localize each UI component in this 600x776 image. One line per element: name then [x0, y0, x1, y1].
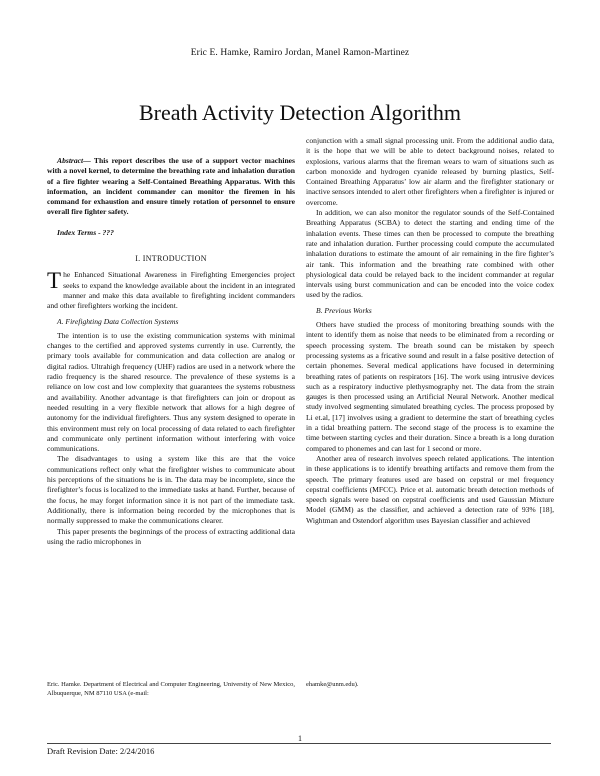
- drop-cap: T: [47, 268, 62, 294]
- abstract-text: — This report describes the use of a support vector machines with a novel kernel, to determine the breathing rate and inhalation duration of a fire fighter wearing a Self-Contained Breathing Apparatus. With this information, an incident commander can monitor the firemen in his command for exhaustion and ensure timely rotation of personnel to ensure overall fire fighter safety.: [47, 156, 295, 217]
- paragraph: This paper presents the beginnings of the process of extracting additional data using the radio microphones in: [47, 526, 295, 546]
- author-footnote-email: ehamke@unm.edu).: [306, 681, 359, 688]
- footer-divider: [47, 743, 551, 744]
- paragraph-continued: conjunction with a small signal processing unit. From the additional audio data, it is the hope that we will be able to detect background noises, related to explosions, various alarms that the fireman wears to warn of situations such as carbon monoxide and hydrogen cyanide released by burning plastics, Self-Contained Breathing Apparatus’ low air alarm and the firefighter stationary or inactive sensors intended to alert other firefighters when a firefighter is injured or overcome.: [306, 136, 554, 207]
- section-heading-introduction: I. INTRODUCTION: [135, 254, 207, 264]
- abstract: [47, 156, 295, 218]
- paper-title: Breath Activity Detection Algorithm: [139, 100, 461, 125]
- right-column: [306, 136, 554, 526]
- page-number: 1: [298, 734, 302, 743]
- index-terms: Index Terms - ???: [57, 227, 114, 237]
- author-list: Eric E. Hamke, Ramiro Jordan, Manel Ramon-Martinez: [190, 48, 410, 58]
- intro-paragraph: [47, 270, 295, 311]
- author-footnote: Eric. Hamke. Department of Electrical and Computer Engineering, University of New Mexico, Albuquerque, NM 87110 USA (e-mail:: [47, 681, 295, 697]
- intro-text: he Enhanced Situational Awareness in Firefighting Emergencies project seeks to expand the knowledge available about the incident in an integrated manner and make this data available to firefighting incident commanders and other firefighters working the incident.: [47, 270, 295, 311]
- subsection-heading-data-collection: A. Firefighting Data Collection Systems: [57, 316, 179, 326]
- subsection-heading-previous-works: B. Previous Works: [316, 305, 372, 315]
- paragraph: Another area of research involves speech related applications. The intention in these applications is to identify breathing artifacts and remove them from the speech. The primary features used are based on cepstral or mel frequency cepstral coefficients (MFCC). Price et al. automatic breath detection methods of speech signals were based on cepstral coefficients and used Gaussian Mixture Model (GMM) as the classifier, and achieved a detection rate of 93% [18], Wightman and Ostendorf algorithm uses Bayesian classifier and achieved: [306, 453, 554, 525]
- paragraph: In addition, we can also monitor the regulator sounds of the Self-Contained Breathing Apparatus (SCBA) to detect the starting and ending time of the inhalation events. These times can then be processed to compute the breathing rate and inhalation duration. Further processing could compute the accumulated inhalation durations to estimate the amount of air remaining in the fire fighter’s air tank. This information and the breathing rate combined with other physiological data could be relayed back to the incident commander at regular intervals using burst communication and can be encoded into the voice codex used by the radios.: [306, 208, 554, 300]
- abstract-label: Abstract: [57, 156, 84, 165]
- left-column: [47, 156, 295, 547]
- draft-revision-date: Draft Revision Date: 2/24/2016: [47, 746, 155, 756]
- paragraph: The intention is to use the existing communication systems with minimal changes to the certified and approved systems currently in use. Currently, the primary tools available for communication and data collection are analog or digital radios. Ultrahigh frequency (UHF) radios are used in a network where the radio frequency is the shared resource. The prevalence of these systems is a reliance on low cost and low complexity that guarantees the systems robustness and availability. Another advantage is that firefighters can join or dropout as needed resulting in a very flexible network that allows for a high degree of autonomy for the individual firefighters. Thus any system designed to operate in this environment must rely on local processing of data related to each firefighter and communicate only pertinent information without interfering with voice communications.: [47, 330, 295, 454]
- paragraph: The disadvantages to using a system like this are that the voice communications reflect only what the firefighter wishes to communicate about his perceptions of the situations he is in. The data may be incomplete, since the firefighter’s focus is localized to the immediate tasks at hand. Further, because of the focus, he may forget information since it is not part of the immediate task. Additionally, there is information being recorded by the microphones that is normally suppressed to make the communications clearer.: [47, 454, 295, 526]
- paragraph: Others have studied the process of monitoring breathing sounds with the intent to identify them as noise that needs to be eliminated from a recording or speech processing system. The breath sound can be mistaken by speech processing systems as a fricative sound and result in a false positive detection of certain phonemes. Several medical applications have focused in determining breathing rates of patients on respirators [16]. The work using intrusive devices such as a respiratory inductive plethysmography net. The data from the strain gauges is then processed using an Artificial Neural Network. Another medical study involved segmenting simulated breathing cycles. The process proposed by Li et.al, [17] involves using a gradient to determine the start of breathing cycles in a tidal breathing pattern. The second stage of the process is to examine the time between starting cycles and their duration. Since a breath is a long duration compared to phonemes and can last for 1 second or more.: [306, 320, 554, 453]
